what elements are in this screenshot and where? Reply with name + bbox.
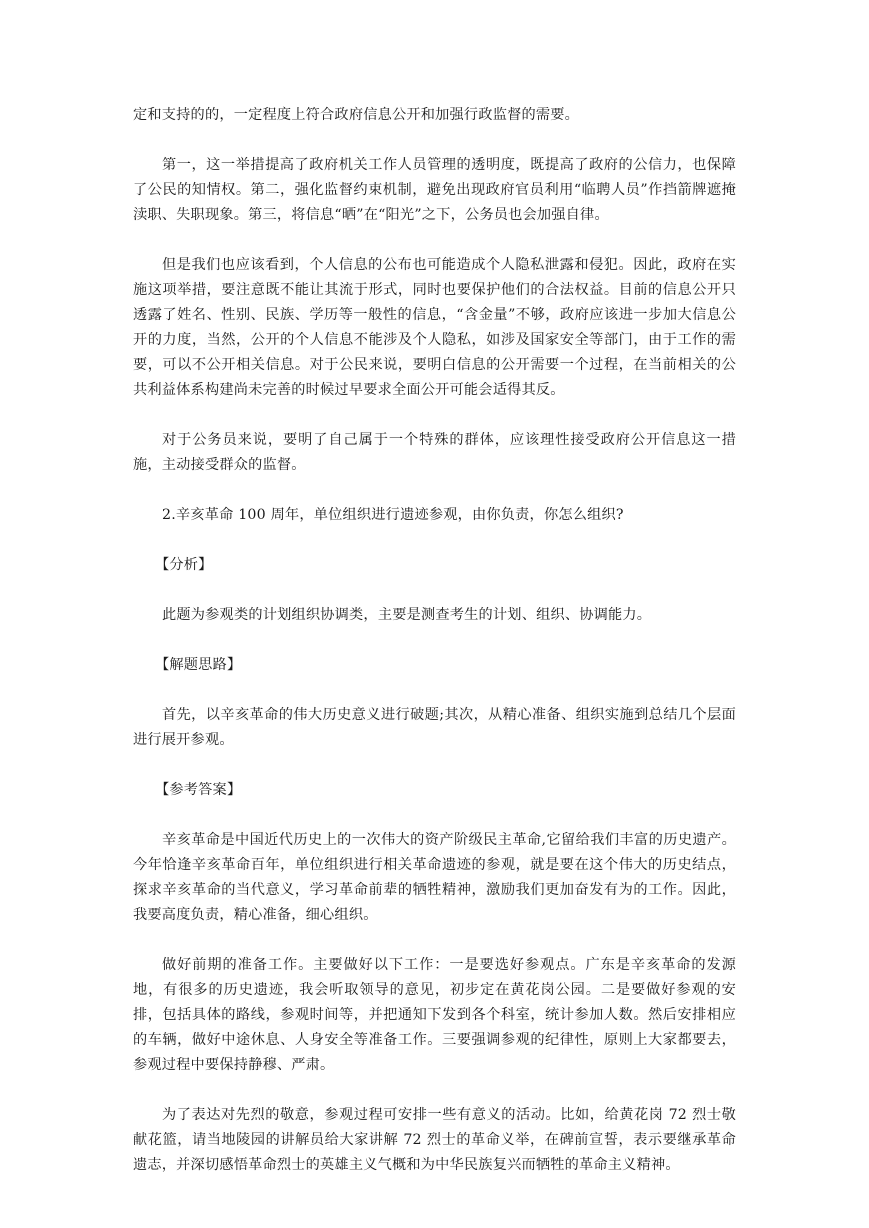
paragraph-first-second-third: 第一，这一举措提高了政府机关工作人员管理的透明度，既提高了政府的公信力，也保障了公民的知情权。第二，强化监督约束机制，避免出现政府官员利用“临聘人员”作挡箭牌遮掩渎职、失职现象。第三，将信息“晒”在“阳光”之下，公务员也会加强自律。 — [133, 157, 736, 223]
answer-activities-paragraph: 为了表达对先烈的敬意，参观过程可安排一些有意义的活动。比如，给黄花岗 72 烈士敬献花篮，请当地陵园的讲解员给大家讲解 72 烈士的革命义举，在碑前宣誓，表示要继承革命遗志，并深切感悟革命烈士的英雄主义气概和为中华民族复兴而牺牲的革命主义精神。 — [133, 1107, 736, 1173]
answer-preparation-paragraph: 做好前期的准备工作。主要做好以下工作：一是要选好参观点。广东是辛亥革命的发源地，有很多的历史遗迹，我会听取领导的意见，初步定在黄花岗公园。二是要做好参观的安排，包括具体的路线，参观时间等，并把通知下发到各个科室，统计参加人数。然后安排相应的车辆，做好中途休息、人身安全等准备工作。三要强调参观的纪律性，原则上大家都要去，参观过程中要保持静穆、严肃。 — [133, 957, 736, 1073]
paragraph-continuation: 定和支持的的，一定程度上符合政府信息公开和加强行政监督的需要。 — [133, 107, 580, 123]
paragraph-privacy-concerns: 但是我们也应该看到，个人信息的公布也可能造成个人隐私泄露和侵犯。因此，政府在实施这项举措，要注意既不能让其流于形式，同时也要保护他们的合法权益。目前的信息公开只透露了姓名、性别、民族、学历等一般性的信息，“含金量”不够，政府应该进一步加大信息公开的力度，当然，公开的个人信息不能涉及个人隐私，如涉及国家安全等部门，由于工作的需要，可以不公开相关信息。对于公民来说，要明白信息的公开需要一个过程，在当前相关的公共利益体系构建尚未完善的时候过早要求全面公开可能会适得其反。 — [133, 257, 736, 398]
answer-intro-paragraph: 辛亥革命是中国近代历史上的一次伟大的资产阶级民主革命,它留给我们丰富的历史遗产。今年恰逢辛亥革命百年，单位组织进行相关革命遗迹的参观，就是要在这个伟大的历史结点，探求辛亥革命的当代意义，学习革命前辈的牺牲精神，激励我们更加奋发有为的工作。因此，我要高度负责，精心准备，细心组织。 — [133, 832, 736, 923]
analysis-text: 此题为参观类的计划组织协调类，主要是测查考生的计划、组织、协调能力。 — [162, 607, 652, 623]
question-2-heading: 2.辛亥革命 100 周年，单位组织进行遗迹参观，由你负责，你怎么组织? — [162, 507, 624, 523]
document-body — [133, 103, 736, 1203]
reference-answer-heading: 【参考答案】 — [155, 782, 242, 798]
approach-heading: 【解题思路】 — [155, 657, 242, 673]
approach-text: 首先，以辛亥革命的伟大历史意义进行破题;其次，从精心准备、组织实施到总结几个层面进行展开参观。 — [133, 707, 736, 748]
paragraph-civil-servants: 对于公务员来说，要明了自己属于一个特殊的群体，应该理性接受政府公开信息这一措施，主动接受群众的监督。 — [133, 432, 736, 473]
analysis-heading: 【分析】 — [155, 557, 213, 573]
